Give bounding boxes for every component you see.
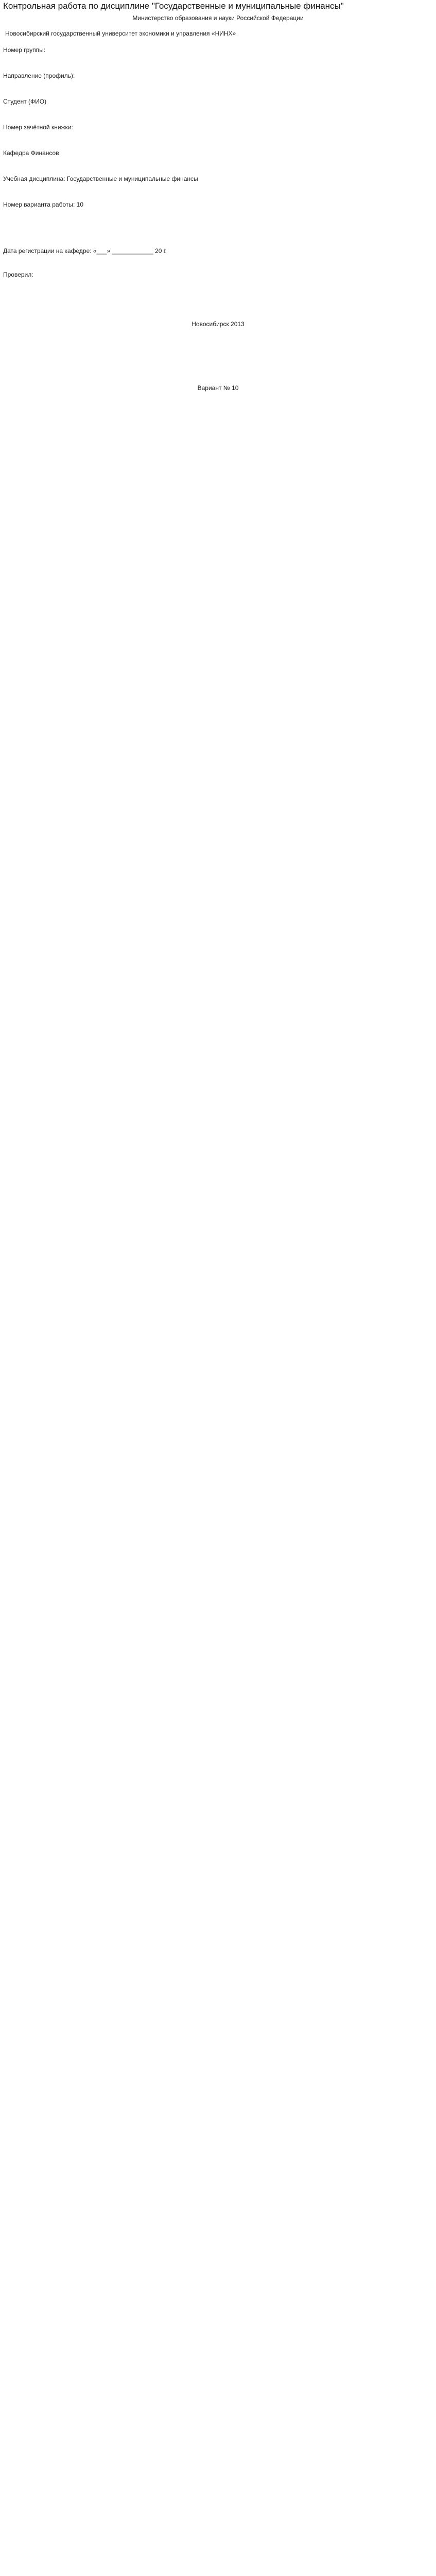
university-line: Новосибирский государственный университет экономики и управления «НИНХ» (5, 30, 236, 37)
city-year: Новосибирск 2013 (191, 320, 245, 328)
group-number-field: Номер группы: (3, 46, 46, 54)
record-book-field: Номер зачётной книжки: (3, 124, 73, 131)
discipline-field: Учебная дисциплина: Государственные и муниципальные финансы (3, 175, 198, 182)
document-title: Контрольная работа по дисциплине "Государственные и муниципальные финансы" (3, 1, 344, 11)
department-field: Кафедра Финансов (3, 149, 59, 157)
checked-by-field: Проверил: (3, 271, 33, 278)
ministry-line: Министерство образования и науки Российской Федерации (132, 14, 304, 22)
direction-field: Направление (профиль): (3, 72, 75, 79)
registration-date-field: Дата регистрации на кафедре: «___» ____________ 20 г. (3, 247, 167, 255)
student-name-field: Студент (ФИО) (3, 98, 47, 105)
variant-heading: Вариант № 10 (197, 384, 239, 392)
variant-number-field: Номер варианта работы: 10 (3, 201, 83, 208)
document-page (0, 1, 436, 392)
